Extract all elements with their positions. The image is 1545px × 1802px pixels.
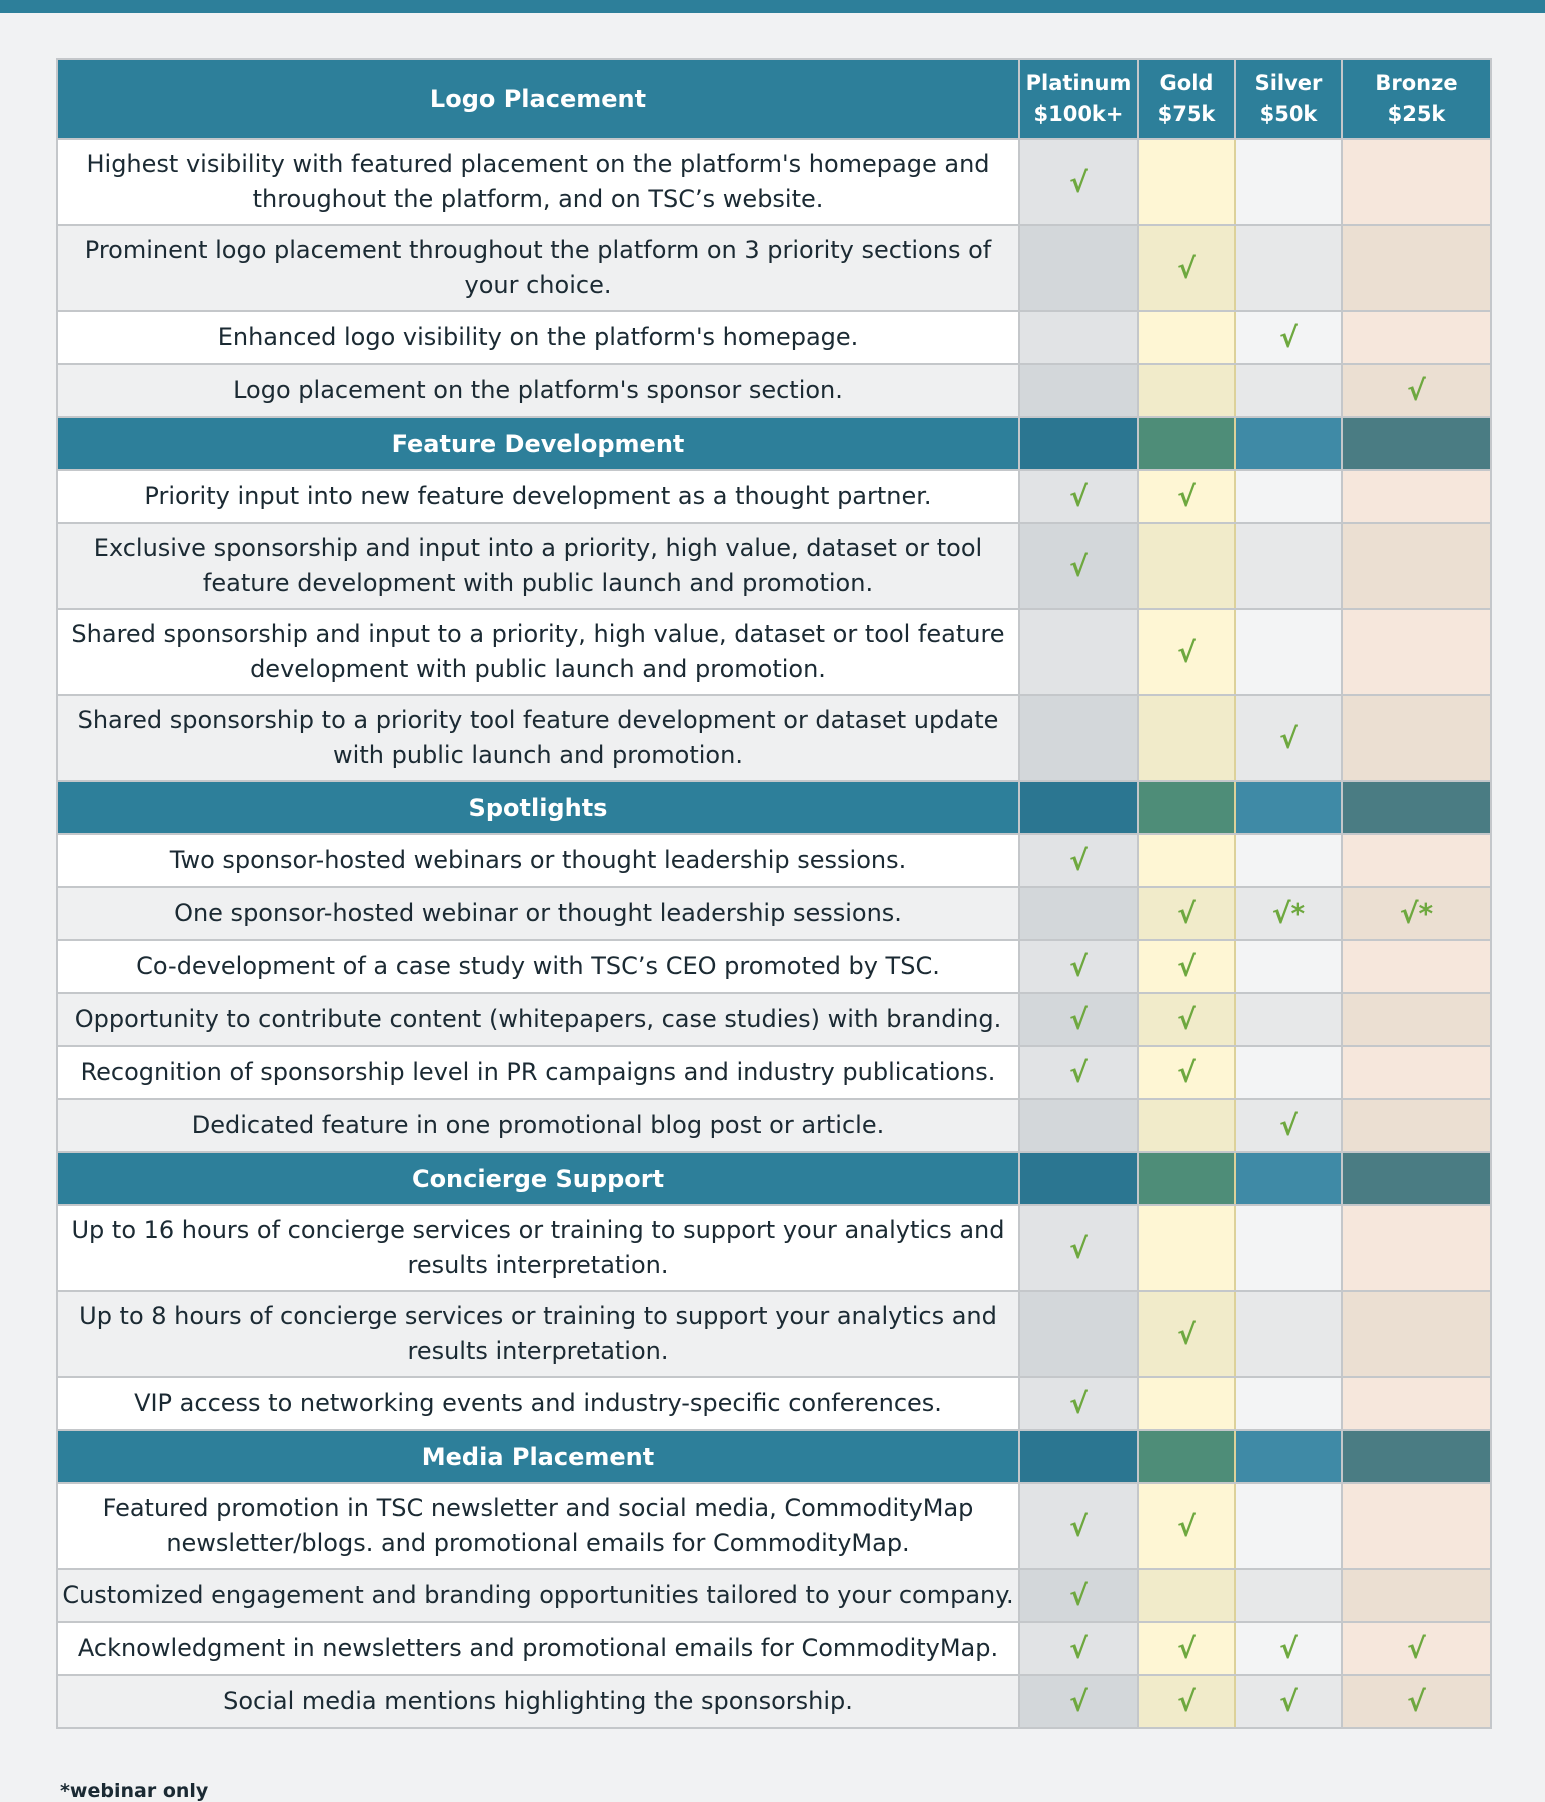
section-tier-cell (1342, 417, 1491, 470)
tier-cell (1235, 993, 1342, 1046)
tier-cell (1235, 887, 1342, 940)
table-row (57, 364, 1491, 417)
tier-cell (1138, 311, 1235, 364)
tier-cell (1235, 311, 1342, 364)
benefit-description: Exclusive sponsorship and input into a priority, high value, dataset or tool feature development with public launch and promotion. (57, 523, 1019, 609)
tier-cell (1138, 834, 1235, 887)
check-icon: √ (1069, 1003, 1088, 1036)
table-row (57, 139, 1491, 225)
tier-cell (1342, 1099, 1491, 1152)
tier-cell (1342, 1205, 1491, 1291)
tier-cell (1138, 1099, 1235, 1152)
tier-cell (1342, 225, 1491, 311)
tier-cell (1342, 695, 1491, 781)
check-asterisk-icon: √* (1271, 897, 1306, 930)
section-tier-cell (1342, 1430, 1491, 1483)
tier-cell (1138, 1675, 1235, 1728)
tier-cell (1019, 311, 1138, 364)
tier-cell (1235, 940, 1342, 993)
table-row (57, 1291, 1491, 1377)
section-title: Spotlights (57, 781, 1019, 834)
tier-cell (1019, 139, 1138, 225)
check-icon: √ (1069, 165, 1088, 199)
benefit-description: Enhanced logo visibility on the platform's homepage. (57, 311, 1019, 364)
tier-cell (1019, 470, 1138, 523)
section-tier-cell (1019, 417, 1138, 470)
tier-cell (1235, 139, 1342, 225)
tier-cell (1019, 1046, 1138, 1099)
tier-header-bronze (1342, 59, 1491, 139)
tier-cell (1138, 695, 1235, 781)
tier-name: Platinum (1025, 71, 1132, 95)
table-row (57, 834, 1491, 887)
benefit-description: Opportunity to contribute content (whitepapers, case studies) with branding. (57, 993, 1019, 1046)
benefit-description: Customized engagement and branding opportunities tailored to your company. (57, 1569, 1019, 1622)
tier-cell (1235, 1291, 1342, 1377)
tier-cell (1342, 1569, 1491, 1622)
table-row (57, 695, 1491, 781)
benefit-description: Acknowledgment in newsletters and promotional emails for CommodityMap. (57, 1622, 1019, 1675)
check-icon: √ (1069, 1056, 1088, 1089)
section-title: Media Placement (57, 1430, 1019, 1483)
section-tier-cell (1342, 1152, 1491, 1205)
benefit-description: Dedicated feature in one promotional blog post or article. (57, 1099, 1019, 1152)
table-row (57, 609, 1491, 695)
check-icon: √ (1407, 1685, 1426, 1718)
check-icon: √ (1177, 251, 1196, 285)
section-header-row (57, 1152, 1491, 1205)
tier-name: Bronze (1375, 71, 1458, 95)
section-header-row (57, 1430, 1491, 1483)
benefit-description: Shared sponsorship and input to a priority, high value, dataset or tool feature development with public launch and promotion. (57, 609, 1019, 695)
tier-cell (1342, 1046, 1491, 1099)
tier-cell (1235, 364, 1342, 417)
check-icon: √ (1279, 321, 1298, 354)
section-tier-cell (1019, 781, 1138, 834)
tier-cell (1138, 940, 1235, 993)
table-row (57, 1569, 1491, 1622)
tier-cell (1342, 940, 1491, 993)
tier-cell (1019, 1099, 1138, 1152)
tier-cell (1235, 1622, 1342, 1675)
tier-cell (1342, 364, 1491, 417)
tier-cell (1235, 695, 1342, 781)
check-icon: √ (1279, 1685, 1298, 1718)
benefit-description: Prominent logo placement throughout the platform on 3 priority sections of your choice. (57, 225, 1019, 311)
tier-cell (1235, 1099, 1342, 1152)
tier-cell (1019, 225, 1138, 311)
benefit-description: Featured promotion in TSC newsletter and social media, CommodityMap newsletter/blogs. and promotional emails for CommodityMap. (57, 1483, 1019, 1569)
tier-name: Silver (1254, 71, 1323, 95)
tier-cell (1019, 1622, 1138, 1675)
tier-cell (1019, 609, 1138, 695)
check-icon: √ (1177, 950, 1196, 983)
tier-cell (1019, 1205, 1138, 1291)
tier-cell (1019, 834, 1138, 887)
check-icon: √ (1279, 721, 1298, 755)
tier-cell (1138, 1622, 1235, 1675)
check-icon: √ (1177, 1632, 1196, 1665)
top-accent-bar (0, 0, 1545, 13)
benefit-description: Priority input into new feature development as a thought partner. (57, 470, 1019, 523)
tier-cell (1342, 470, 1491, 523)
tier-header-platinum (1019, 59, 1138, 139)
benefit-description: Up to 8 hours of concierge services or training to support your analytics and results interpretation. (57, 1291, 1019, 1377)
tier-cell (1019, 1377, 1138, 1430)
tier-cell (1138, 1046, 1235, 1099)
sponsorship-benefits-table (56, 58, 1492, 1729)
section-tier-cell (1235, 781, 1342, 834)
tier-cell (1138, 993, 1235, 1046)
section-tier-cell (1235, 417, 1342, 470)
tier-cell (1235, 1675, 1342, 1728)
tier-cell (1342, 609, 1491, 695)
tier-cell (1235, 1483, 1342, 1569)
table-row (57, 523, 1491, 609)
check-icon: √ (1177, 1003, 1196, 1036)
check-icon: √ (1069, 1509, 1088, 1543)
tier-cell (1019, 364, 1138, 417)
tier-price: $75k (1157, 102, 1216, 126)
check-icon: √ (1177, 635, 1196, 669)
check-icon: √ (1069, 950, 1088, 983)
tier-cell (1138, 1483, 1235, 1569)
tier-cell (1138, 470, 1235, 523)
table-row (57, 470, 1491, 523)
footnote: *webinar only (60, 1780, 209, 1802)
check-icon: √ (1069, 1231, 1088, 1265)
tier-cell (1019, 1291, 1138, 1377)
tier-cell (1235, 609, 1342, 695)
table-body (57, 139, 1491, 1728)
benefit-description: Two sponsor-hosted webinars or thought leadership sessions. (57, 834, 1019, 887)
benefit-description: Co-development of a case study with TSC’s CEO promoted by TSC. (57, 940, 1019, 993)
tier-cell (1138, 523, 1235, 609)
benefit-description: Logo placement on the platform's sponsor section. (57, 364, 1019, 417)
table-row (57, 1099, 1491, 1152)
tier-cell (1235, 470, 1342, 523)
section-tier-cell (1235, 1152, 1342, 1205)
table-row (57, 1675, 1491, 1728)
section-title: Feature Development (57, 417, 1019, 470)
tier-price: $50k (1259, 102, 1318, 126)
benefit-description: Shared sponsorship to a priority tool feature development or dataset update with public launch and promotion. (57, 695, 1019, 781)
check-icon: √ (1069, 844, 1088, 877)
tier-cell (1138, 887, 1235, 940)
section-title-logo-placement: Logo Placement (57, 59, 1019, 139)
benefit-description: Social media mentions highlighting the sponsorship. (57, 1675, 1019, 1728)
tier-cell (1235, 1377, 1342, 1430)
check-icon: √ (1069, 480, 1088, 513)
section-tier-cell (1342, 781, 1491, 834)
section-tier-cell (1235, 1430, 1342, 1483)
tier-cell (1342, 993, 1491, 1046)
tier-cell (1342, 1483, 1491, 1569)
table-row (57, 940, 1491, 993)
check-icon: √ (1069, 1579, 1088, 1612)
table-row (57, 1483, 1491, 1569)
table-row (57, 993, 1491, 1046)
check-icon: √ (1279, 1632, 1298, 1665)
section-header-row (57, 781, 1491, 834)
tier-cell (1342, 1377, 1491, 1430)
tier-cell (1235, 1046, 1342, 1099)
table-row (57, 1046, 1491, 1099)
table-row (57, 225, 1491, 311)
table-row (57, 311, 1491, 364)
section-tier-cell (1138, 417, 1235, 470)
tier-cell (1019, 940, 1138, 993)
tier-cell (1235, 1205, 1342, 1291)
section-header-row (57, 417, 1491, 470)
check-icon: √ (1279, 1109, 1298, 1142)
check-icon: √ (1407, 1632, 1426, 1665)
benefit-description: Recognition of sponsorship level in PR campaigns and industry publications. (57, 1046, 1019, 1099)
tier-cell (1138, 1377, 1235, 1430)
tier-cell (1019, 993, 1138, 1046)
check-icon: √ (1407, 374, 1426, 407)
tier-cell (1342, 834, 1491, 887)
tier-cell (1342, 887, 1491, 940)
tier-cell (1342, 311, 1491, 364)
check-icon: √ (1177, 1056, 1196, 1089)
table-row (57, 1377, 1491, 1430)
tier-name: Gold (1159, 71, 1214, 95)
section-tier-cell (1138, 1152, 1235, 1205)
section-tier-cell (1138, 781, 1235, 834)
tier-cell (1138, 1291, 1235, 1377)
tier-cell (1235, 1569, 1342, 1622)
table-header-row (57, 59, 1491, 139)
check-icon: √ (1177, 480, 1196, 513)
tier-cell (1138, 1569, 1235, 1622)
tier-cell (1138, 139, 1235, 225)
tier-cell (1235, 225, 1342, 311)
tier-price: $100k+ (1033, 102, 1124, 126)
tier-cell (1138, 1205, 1235, 1291)
tier-cell (1235, 834, 1342, 887)
tier-cell (1138, 225, 1235, 311)
tier-cell (1235, 523, 1342, 609)
tier-header-silver (1235, 59, 1342, 139)
tier-cell (1342, 1291, 1491, 1377)
tier-header-gold (1138, 59, 1235, 139)
check-icon: √ (1069, 1685, 1088, 1718)
tier-cell (1019, 523, 1138, 609)
tier-cell (1138, 609, 1235, 695)
benefit-description: One sponsor-hosted webinar or thought leadership sessions. (57, 887, 1019, 940)
tier-cell (1019, 1675, 1138, 1728)
table-row (57, 1205, 1491, 1291)
tier-cell (1342, 139, 1491, 225)
check-icon: √ (1069, 1632, 1088, 1665)
benefit-description: Up to 16 hours of concierge services or training to support your analytics and results interpretation. (57, 1205, 1019, 1291)
section-tier-cell (1019, 1152, 1138, 1205)
section-tier-cell (1019, 1430, 1138, 1483)
tier-cell (1342, 1622, 1491, 1675)
table-row (57, 887, 1491, 940)
tier-cell (1019, 1569, 1138, 1622)
check-icon: √ (1177, 1685, 1196, 1718)
table-row (57, 1622, 1491, 1675)
tier-cell (1342, 1675, 1491, 1728)
check-icon: √ (1069, 549, 1088, 583)
check-icon: √ (1177, 897, 1196, 930)
benefit-description: Highest visibility with featured placement on the platform's homepage and throughout the platform, and on TSC’s website. (57, 139, 1019, 225)
tier-cell (1019, 887, 1138, 940)
benefit-description: VIP access to networking events and industry-specific conferences. (57, 1377, 1019, 1430)
check-icon: √ (1177, 1509, 1196, 1543)
tier-price: $25k (1387, 102, 1446, 126)
tier-cell (1138, 364, 1235, 417)
section-title: Concierge Support (57, 1152, 1019, 1205)
tier-cell (1019, 695, 1138, 781)
section-tier-cell (1138, 1430, 1235, 1483)
check-asterisk-icon: √* (1399, 897, 1434, 930)
tier-cell (1342, 523, 1491, 609)
check-icon: √ (1177, 1317, 1196, 1351)
tier-cell (1019, 1483, 1138, 1569)
check-icon: √ (1069, 1387, 1088, 1420)
